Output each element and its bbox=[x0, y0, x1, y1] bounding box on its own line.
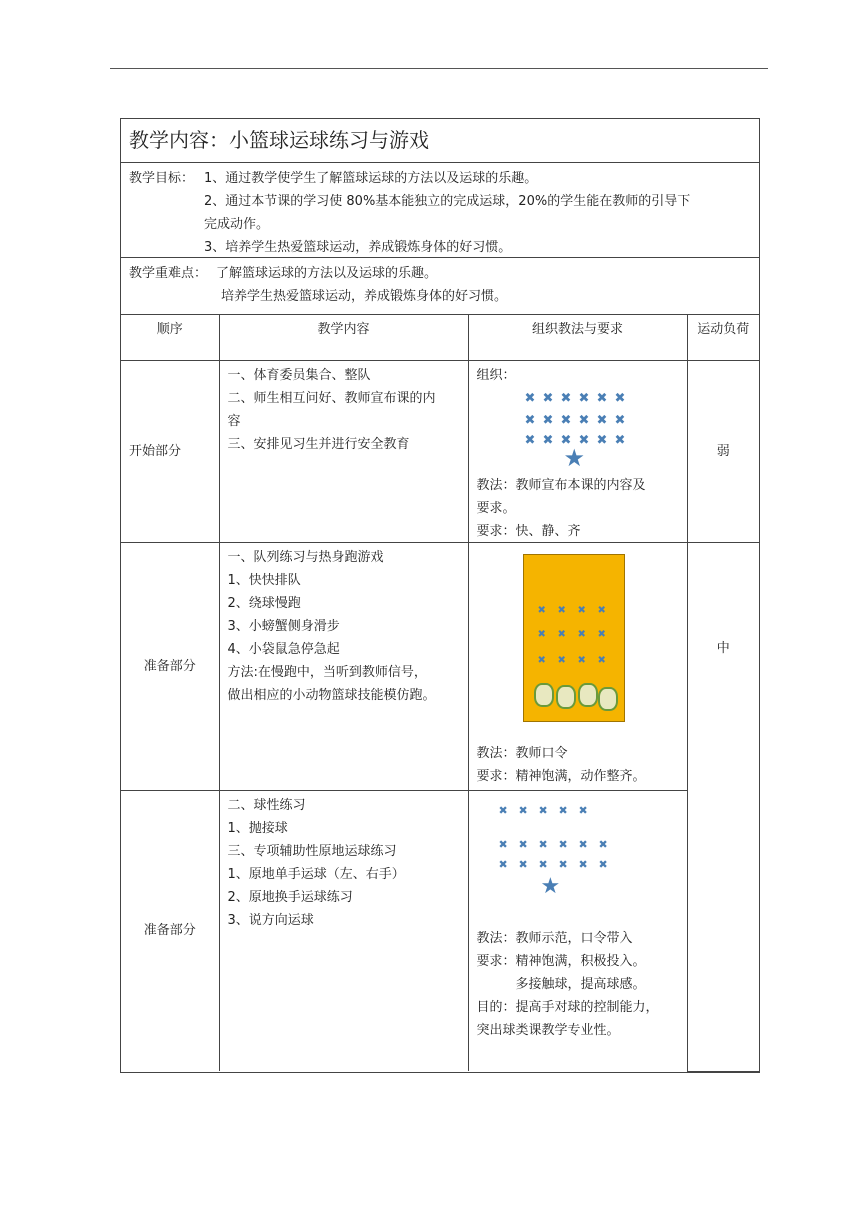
student-marker-icon: ✖ bbox=[597, 628, 606, 640]
basketball-icon bbox=[598, 687, 618, 711]
student-marker-icon: ✖ bbox=[578, 432, 590, 448]
method-cell bbox=[468, 360, 687, 542]
content-line: 3、说方向运球 bbox=[227, 912, 314, 928]
method-line: 要求：精神饱满，动作整齐。 bbox=[476, 768, 646, 784]
student-marker-icon: ✖ bbox=[542, 432, 554, 448]
student-marker-icon: ✖ bbox=[518, 803, 528, 817]
student-marker-icon: ✖ bbox=[518, 837, 528, 851]
student-marker-icon: ✖ bbox=[614, 390, 626, 406]
student-marker-icon: ✖ bbox=[597, 604, 606, 616]
student-marker-icon: ✖ bbox=[558, 837, 568, 851]
student-marker-icon: ✖ bbox=[542, 390, 554, 406]
content-line: 三、专项辅助性原地运球练习 bbox=[227, 843, 397, 859]
court-diagram bbox=[523, 554, 625, 722]
table-row bbox=[121, 542, 759, 790]
formation-diagram bbox=[469, 387, 688, 479]
goal-item: 1、通过教学使学生了解篮球运球的方法以及运球的乐趣。 bbox=[204, 171, 538, 186]
student-marker-icon: ✖ bbox=[578, 837, 588, 851]
method-line: 突出球类课教学专业性。 bbox=[476, 1022, 620, 1038]
header-content: 教学内容 bbox=[219, 315, 468, 360]
student-marker-icon: ✖ bbox=[614, 412, 626, 428]
student-marker-icon: ✖ bbox=[537, 604, 546, 616]
header-rule bbox=[110, 68, 768, 69]
student-marker-icon: ✖ bbox=[524, 390, 536, 406]
student-marker-icon: ✖ bbox=[524, 412, 536, 428]
student-marker-icon: ✖ bbox=[538, 857, 548, 871]
method-cell bbox=[468, 790, 687, 1071]
key-point-item: 了解篮球运球的方法以及运球的乐趣。 bbox=[216, 266, 438, 281]
header-load: 运动负荷 bbox=[687, 315, 759, 360]
student-marker-icon: ✖ bbox=[596, 412, 608, 428]
phase-cell: 开始部分 bbox=[121, 360, 219, 542]
student-marker-icon: ✖ bbox=[578, 803, 588, 817]
student-marker-icon: ✖ bbox=[578, 390, 590, 406]
method-cell bbox=[468, 542, 687, 790]
student-marker-icon: ✖ bbox=[557, 628, 566, 640]
content-line: 3、小螃蟹侧身滑步 bbox=[227, 618, 340, 634]
goal-item: 完成动作。 bbox=[204, 217, 270, 232]
student-marker-icon: ✖ bbox=[560, 432, 572, 448]
method-line: 目的：提高手对球的控制能力， bbox=[476, 999, 659, 1015]
student-marker-icon: ✖ bbox=[557, 654, 566, 666]
student-marker-icon: ✖ bbox=[598, 837, 608, 851]
content-line: 二、球性练习 bbox=[227, 797, 306, 813]
load-cell: 中 bbox=[687, 542, 759, 1071]
lesson-table bbox=[121, 315, 759, 1072]
header-method: 组织教法与要求 bbox=[468, 315, 687, 360]
goal-item: 2、通过本节课的学习使 80%基本能独立的完成运球，20%的学生能在教师的引导下 bbox=[204, 194, 691, 209]
basketball-icon bbox=[556, 685, 576, 709]
student-marker-icon: ✖ bbox=[538, 837, 548, 851]
student-marker-icon: ✖ bbox=[558, 857, 568, 871]
method-line: 教法：教师宣布本课的内容及 bbox=[476, 477, 646, 493]
student-marker-icon: ✖ bbox=[537, 628, 546, 640]
method-line: 要求：精神饱满，积极投入。 bbox=[476, 953, 646, 969]
content-line: 三、安排见习生并进行安全教育 bbox=[227, 436, 410, 452]
student-marker-icon: ✖ bbox=[538, 803, 548, 817]
lesson-title: 教学内容：小篮球运球练习与游戏 bbox=[121, 119, 759, 163]
student-marker-icon: ✖ bbox=[578, 857, 588, 871]
student-marker-icon: ✖ bbox=[557, 604, 566, 616]
student-marker-icon: ✖ bbox=[518, 857, 528, 871]
method-line: 教法：教师示范，口令带入 bbox=[476, 930, 633, 946]
content-line: 容 bbox=[227, 413, 241, 429]
teaching-goals bbox=[121, 163, 759, 258]
student-marker-icon: ✖ bbox=[597, 654, 606, 666]
key-points-label: 教学重难点： bbox=[129, 266, 208, 281]
content-line: 4、小袋鼠急停急起 bbox=[227, 641, 340, 657]
content-line: 二、师生相互问好、教师宣布课的内 bbox=[227, 390, 436, 406]
content-line: 做出相应的小动物篮球技能模仿跑。 bbox=[227, 687, 436, 703]
table-row bbox=[121, 360, 759, 542]
student-marker-icon: ✖ bbox=[596, 390, 608, 406]
method-line: 要求。 bbox=[476, 500, 516, 516]
student-marker-icon: ✖ bbox=[558, 803, 568, 817]
goal-item: 3、培养学生热爱篮球运动，养成锻炼身体的好习惯。 bbox=[204, 240, 512, 255]
basketball-icon bbox=[534, 683, 554, 707]
content-line: 一、队列练习与热身跑游戏 bbox=[227, 549, 384, 565]
content-line: 一、体育委员集合、整队 bbox=[227, 367, 371, 383]
content-line: 2、原地换手运球练习 bbox=[227, 889, 353, 905]
key-points bbox=[121, 258, 759, 315]
student-marker-icon: ✖ bbox=[524, 432, 536, 448]
student-marker-icon: ✖ bbox=[542, 412, 554, 428]
org-label: 组织： bbox=[476, 367, 516, 383]
basketball-icon bbox=[578, 683, 598, 707]
method-line: 教法：教师口令 bbox=[476, 745, 568, 761]
student-marker-icon: ✖ bbox=[577, 654, 586, 666]
student-marker-icon: ✖ bbox=[614, 432, 626, 448]
student-marker-icon: ✖ bbox=[498, 857, 508, 871]
basketball-group bbox=[534, 683, 618, 711]
content-cell bbox=[219, 542, 468, 790]
goals-label: 教学目标： bbox=[129, 171, 195, 186]
method-line: 要求：快、静、齐 bbox=[476, 523, 581, 539]
student-marker-icon: ✖ bbox=[537, 654, 546, 666]
student-marker-icon: ✖ bbox=[596, 432, 608, 448]
content-line: 2、绕球慢跑 bbox=[227, 595, 301, 611]
phase-cell: 准备部分 bbox=[121, 542, 219, 790]
method-line: 多接触球，提高球感。 bbox=[515, 976, 646, 992]
student-marker-icon: ✖ bbox=[498, 837, 508, 851]
student-marker-icon: ✖ bbox=[577, 604, 586, 616]
lesson-plan-document bbox=[120, 118, 760, 1073]
key-point-item: 培养学生热爱篮球运动，养成锻炼身体的好习惯。 bbox=[221, 289, 508, 304]
content-line: 1、抛接球 bbox=[227, 820, 288, 836]
formation-diagram bbox=[469, 799, 688, 919]
student-marker-icon: ✖ bbox=[598, 857, 608, 871]
student-marker-icon: ✖ bbox=[560, 390, 572, 406]
table-row bbox=[121, 790, 759, 1071]
content-line: 1、快快排队 bbox=[227, 572, 301, 588]
content-cell bbox=[219, 790, 468, 1071]
student-marker-icon: ✖ bbox=[560, 412, 572, 428]
content-line: 方法:在慢跑中，当听到教师信号， bbox=[227, 664, 427, 680]
teacher-star-icon: ★ bbox=[563, 443, 586, 472]
load-cell: 弱 bbox=[687, 360, 759, 542]
content-line: 1、原地单手运球（左、右手） bbox=[227, 866, 405, 882]
student-marker-icon: ✖ bbox=[578, 412, 590, 428]
teacher-star-icon: ★ bbox=[540, 873, 561, 899]
content-cell bbox=[219, 360, 468, 542]
phase-cell: 准备部分 bbox=[121, 790, 219, 1071]
table-header-row bbox=[121, 315, 759, 360]
student-marker-icon: ✖ bbox=[577, 628, 586, 640]
student-marker-icon: ✖ bbox=[498, 803, 508, 817]
header-order: 顺序 bbox=[121, 315, 219, 360]
